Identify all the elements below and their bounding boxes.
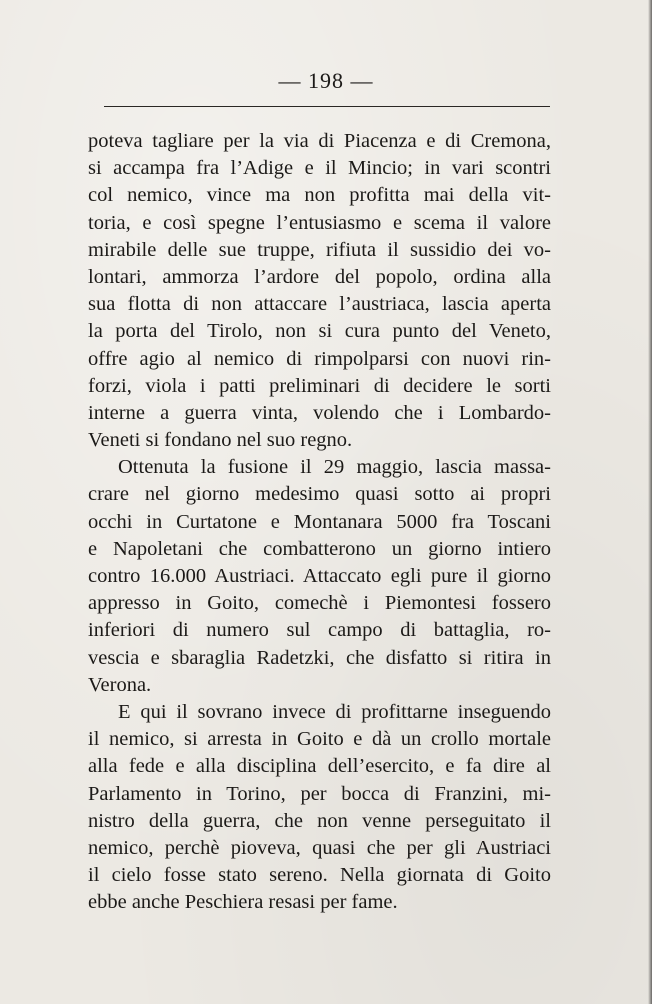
paragraph-start-line: E qui il sovrano invece di profittarne inseguendo <box>118 700 551 723</box>
text-line: Parlamento in Torino, per bocca di Franzini, mi- <box>88 782 551 805</box>
header-rule <box>104 106 550 107</box>
text-line: forzi, viola i patti preliminari di decidere le sorti <box>88 374 551 397</box>
text-line: nemico, perchè pioveva, quasi che per gli Austriaci <box>88 836 551 859</box>
text-line: e Napoletani che combatterono un giorno intiero <box>88 537 551 560</box>
paragraph-end-line: Veneti si fondano nel suo regno. <box>88 429 353 452</box>
text-line: la porta del Tirolo, non si cura punto del Veneto, <box>88 320 551 343</box>
text-line: lontari, ammorza l’ardore del popolo, ordina alla <box>88 265 551 288</box>
text-line: mirabile delle sue truppe, rifiuta il sussidio dei vo- <box>88 238 551 261</box>
text-line: sua flotta di non attaccare l’austriaca, lascia aperta <box>88 293 551 316</box>
paragraph-start-line: Ottenuta la fusione il 29 maggio, lascia massa- <box>118 456 551 479</box>
text-line: vescia e sbaraglia Radetzki, che disfatto si ritira in <box>88 646 551 669</box>
text-line: inferiori di numero sul campo di battaglia, ro- <box>88 619 551 642</box>
page-number: — 198 — <box>278 68 374 93</box>
text-line: appresso in Goito, comechè i Piemontesi fossero <box>88 592 551 615</box>
text-line: poteva tagliare per la via di Piacenza e di Cremona, <box>88 130 551 152</box>
text-line: offre agio al nemico di rimpolparsi con nuovi rin- <box>88 347 551 370</box>
text-line: contro 16.000 Austriaci. Attaccato egli pure il giorno <box>88 565 551 587</box>
text-line: il cielo fosse stato sereno. Nella giornata di Goito <box>88 864 551 887</box>
text-line: si accampa fra l’Adige e il Mincio; in vari scontri <box>88 157 551 180</box>
paragraph-end-line: Verona. <box>88 673 152 696</box>
text-line: col nemico, vince ma non profitta mai della vit- <box>88 184 551 207</box>
text-line: il nemico, si arresta in Goito e dà un crollo mortale <box>88 728 551 751</box>
paragraph-end-line: ebbe anche Peschiera resasi per fame. <box>88 891 398 914</box>
text-line: interne a guerra vinta, volendo che i Lombardo- <box>88 401 551 424</box>
text-line: occhi in Curtatone e Montanara 5000 fra Toscani <box>88 510 551 533</box>
page-body <box>88 128 551 916</box>
text-line: alla fede e alla disciplina dell’esercito, e fa dire al <box>88 755 551 778</box>
text-line: crare nel giorno medesimo quasi sotto ai propri <box>88 483 551 506</box>
page-edge-shadow <box>648 0 652 1004</box>
text-line: toria, e così spegne l’entusiasmo e scema il valore <box>88 211 551 234</box>
text-line: nistro della guerra, che non venne perseguitato il <box>88 809 551 832</box>
